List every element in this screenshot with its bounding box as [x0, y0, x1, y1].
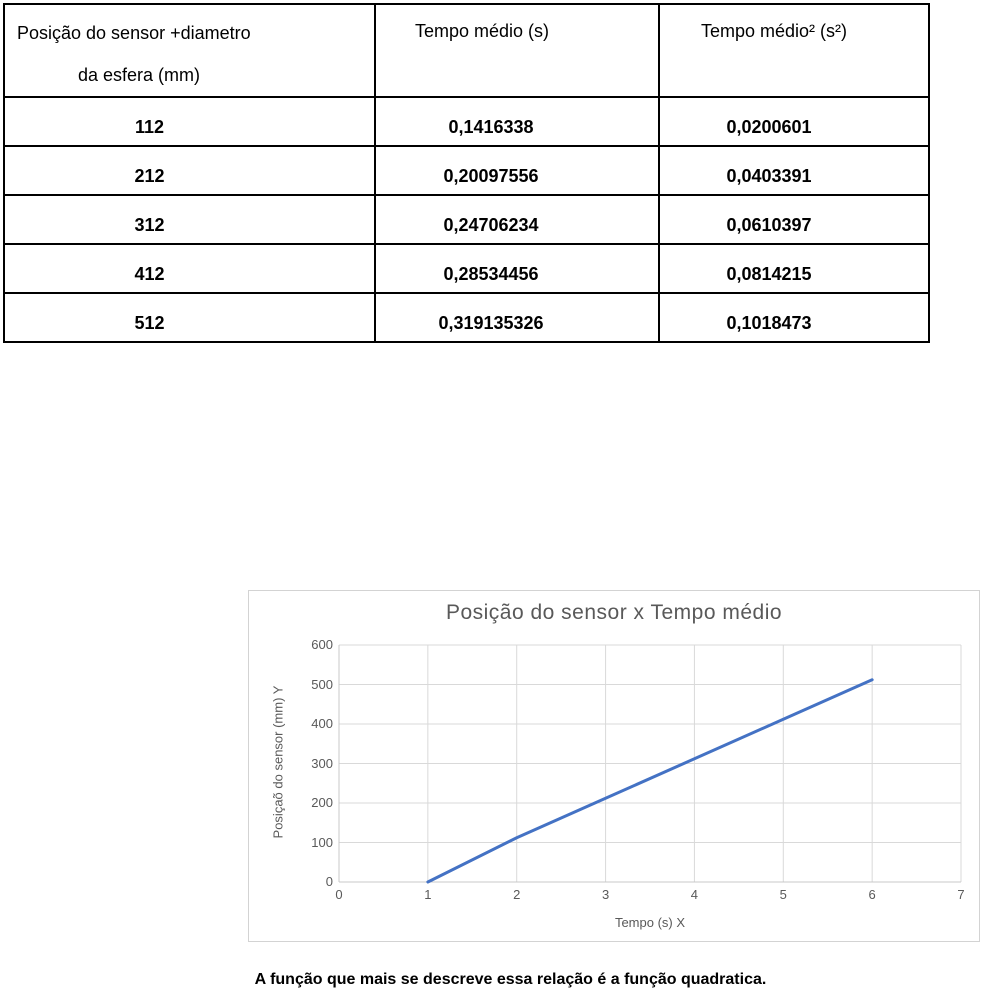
header-tempo-medio-squared: Tempo médio² (s²) [659, 4, 929, 97]
table-cell: 212 [4, 146, 375, 195]
chart-title: Posição do sensor x Tempo médio [445, 601, 783, 624]
x-tick-label: 0 [335, 887, 343, 902]
x-tick-label: 6 [868, 887, 876, 902]
line-plot [339, 645, 961, 882]
table-cell: 112 [4, 97, 375, 146]
table-row [4, 244, 929, 293]
table-row [4, 146, 929, 195]
header-position-sensor [4, 4, 375, 97]
table-cell: 412 [4, 244, 375, 293]
x-tick-label: 2 [513, 887, 521, 902]
header-tempo-medio: Tempo médio (s) [375, 4, 659, 97]
table-row [4, 195, 929, 244]
x-axis-title: Tempo (s) X [614, 915, 686, 930]
y-tick-label: 200 [311, 795, 333, 810]
y-axis-title: Posiçaõ do sensor (mm) Y [270, 685, 286, 839]
x-tick-label: 3 [601, 887, 610, 902]
y-tick-label: 600 [311, 637, 333, 652]
y-tick-label: 0 [325, 874, 333, 889]
table-cell: 0,24706234 [375, 195, 659, 244]
table-header-row [4, 4, 929, 97]
measurement-table [3, 3, 930, 343]
y-tick-label: 400 [311, 716, 333, 731]
chart-container [248, 590, 980, 942]
x-tick-label: 4 [690, 887, 699, 902]
header-position-line1: Posição do sensor +diametro [17, 23, 251, 43]
table-cell: 0,1018473 [659, 293, 929, 342]
x-tick-label: 7 [957, 887, 965, 902]
table-cell: 312 [4, 195, 375, 244]
y-tick-label: 100 [311, 834, 333, 850]
table-row [4, 293, 929, 342]
table-body [4, 97, 929, 342]
table-cell: 0,28534456 [375, 244, 659, 293]
table-cell: 0,0610397 [659, 195, 929, 244]
table-cell: 0,0814215 [659, 244, 929, 293]
table-cell: 0,319135326 [375, 293, 659, 342]
table-cell: 0,0200601 [659, 97, 929, 146]
x-tick-label: 1 [424, 887, 432, 902]
table-cell: 512 [4, 293, 375, 342]
y-tick-label: 300 [311, 755, 333, 771]
table-cell: 0,0403391 [659, 146, 929, 195]
table-cell: 0,1416338 [375, 97, 659, 146]
data-series-line [428, 680, 872, 882]
table-cell: 0,20097556 [375, 146, 659, 195]
y-tick-label: 500 [311, 676, 333, 692]
table-row [4, 97, 929, 146]
caption-text: A função que mais se descreve essa relação é a função quadratica. [254, 971, 767, 988]
header-position-line2: da esfera (mm) [78, 65, 201, 85]
x-tick-label: 5 [779, 887, 787, 902]
